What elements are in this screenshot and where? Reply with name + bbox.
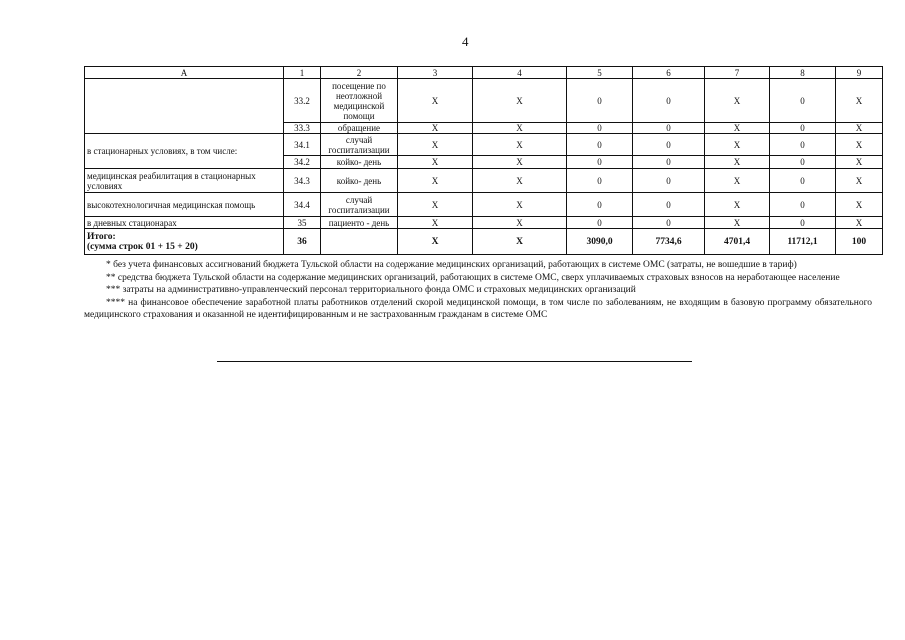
table-cell: Х — [705, 123, 770, 134]
header-cell: 4 — [473, 67, 567, 79]
header-cell: 5 — [567, 67, 633, 79]
table-cell: койко- день — [321, 169, 398, 193]
table-cell: 0 — [567, 123, 633, 134]
data-table — [84, 66, 883, 255]
table-cell: 0 — [633, 193, 705, 217]
table-cell: 3090,0 — [567, 229, 633, 255]
table-cell: 0 — [770, 134, 836, 156]
table-cell: Х — [705, 193, 770, 217]
table-row — [85, 169, 883, 193]
table-cell: 0 — [567, 134, 633, 156]
total-label-cell — [85, 229, 284, 255]
table-cell: Х — [836, 123, 883, 134]
table-cell: Х — [398, 79, 473, 123]
table-cell: 34.2 — [284, 156, 321, 169]
table-cell: 34.3 — [284, 169, 321, 193]
table-cell: 0 — [633, 217, 705, 229]
table-cell: Х — [836, 79, 883, 123]
table-cell: Х — [398, 193, 473, 217]
table-cell: Х — [398, 123, 473, 134]
header-cell: 8 — [770, 67, 836, 79]
table-cell: Х — [705, 217, 770, 229]
table-cell: Х — [398, 169, 473, 193]
header-cell: 7 — [705, 67, 770, 79]
footnote-3: *** затраты на административно-управленческий персонал территориального фонда ОМС и страховых медицинских организаций — [106, 285, 636, 295]
header-cell: 3 — [398, 67, 473, 79]
table-cell: 0 — [567, 79, 633, 123]
table-cell: Х — [836, 156, 883, 169]
total-formula: (сумма строк 01 + 15 + 20) — [87, 241, 198, 252]
table-cell: Х — [836, 169, 883, 193]
table-cell: койко- день — [321, 156, 398, 169]
page-number: 4 — [462, 34, 469, 49]
footnote-1: * без учета финансовых ассигнований бюджета Тульской области на содержание медицинских организаций, работающих в системе ОМС (затраты, не вошедшие в тариф) — [106, 260, 797, 270]
table-cell: 7734,6 — [633, 229, 705, 255]
table-cell: Х — [836, 193, 883, 217]
header-cell: 9 — [836, 67, 883, 79]
table-cell: Х — [836, 134, 883, 156]
table-cell — [321, 229, 398, 255]
table-cell: Х — [705, 169, 770, 193]
table-cell: 0 — [567, 193, 633, 217]
table-cell: 35 — [284, 217, 321, 229]
table-cell: 0 — [770, 123, 836, 134]
table-cell: Х — [473, 134, 567, 156]
table-cell: 36 — [284, 229, 321, 255]
row-label-cell: медицинская реабилитация в стационарных условиях — [85, 169, 284, 193]
table-cell: 0 — [633, 123, 705, 134]
table-cell: 34.1 — [284, 134, 321, 156]
table-cell: 33.3 — [284, 123, 321, 134]
table-header-row — [85, 67, 883, 79]
footnote-2: ** средства бюджета Тульской области на содержание медицинских организаций, работающих в системе ОМС, сверх уплачиваемых страховых взносов на неработающее население — [106, 272, 840, 283]
row-label-cell: высокотехнологичная медицинская помощь — [85, 193, 284, 217]
header-cell: А — [85, 67, 284, 79]
table-cell: 0 — [567, 169, 633, 193]
table-cell: Х — [473, 169, 567, 193]
table-row — [85, 79, 883, 123]
table-cell: Х — [473, 156, 567, 169]
table-cell: 34.4 — [284, 193, 321, 217]
table-cell: Х — [398, 229, 473, 255]
table-cell: 11712,1 — [770, 229, 836, 255]
row-label-cell — [85, 79, 284, 134]
table-cell: Х — [473, 217, 567, 229]
row-label-cell: в дневных стационарах — [85, 217, 284, 229]
table-cell: 0 — [770, 169, 836, 193]
row-label-cell: в стационарных условиях, в том числе: — [85, 134, 284, 169]
table-cell: Х — [473, 79, 567, 123]
table-cell: Х — [705, 79, 770, 123]
table-cell: посещение по неотложной медицинской помощи — [321, 79, 398, 123]
table-cell: обращение — [321, 123, 398, 134]
total-label: Итого: — [87, 231, 116, 242]
header-cell: 2 — [321, 67, 398, 79]
table-cell: Х — [705, 134, 770, 156]
table-cell: Х — [473, 123, 567, 134]
table-row — [85, 193, 883, 217]
table-cell: 0 — [633, 156, 705, 169]
table-cell: 0 — [770, 193, 836, 217]
table-cell: 0 — [633, 134, 705, 156]
table-cell: Х — [473, 193, 567, 217]
footnotes — [84, 259, 872, 322]
table-cell: Х — [398, 217, 473, 229]
table-cell: 0 — [567, 217, 633, 229]
table-cell: 0 — [770, 156, 836, 169]
table-row — [85, 134, 883, 156]
table-cell: Х — [473, 229, 567, 255]
table-cell: 4701,4 — [705, 229, 770, 255]
table-cell: 100 — [836, 229, 883, 255]
table-cell: 0 — [770, 217, 836, 229]
table-cell: Х — [836, 217, 883, 229]
table-cell: пациенто - день — [321, 217, 398, 229]
table-cell: Х — [398, 156, 473, 169]
table-cell: Х — [398, 134, 473, 156]
table-cell: случай госпитализации — [321, 193, 398, 217]
table-cell: случай госпитализации — [321, 134, 398, 156]
table-cell: 33.2 — [284, 79, 321, 123]
total-row — [85, 229, 883, 255]
separator-line — [217, 361, 692, 362]
header-cell: 1 — [284, 67, 321, 79]
table-cell: 0 — [633, 169, 705, 193]
table-cell: 0 — [633, 79, 705, 123]
footnote-4: **** на финансовое обеспечение заработной платы работников отделений скорой медицинской помощи, в том числе по заболеваниям, не входящим в базовую программу обязательного медицинского страхования и оказанной не идентифицированным и не застрахованным гражданам в системе ОМС — [84, 297, 872, 320]
table-row — [85, 217, 883, 229]
table-cell: 0 — [770, 79, 836, 123]
table-cell: Х — [705, 156, 770, 169]
header-cell: 6 — [633, 67, 705, 79]
table-cell: 0 — [567, 156, 633, 169]
